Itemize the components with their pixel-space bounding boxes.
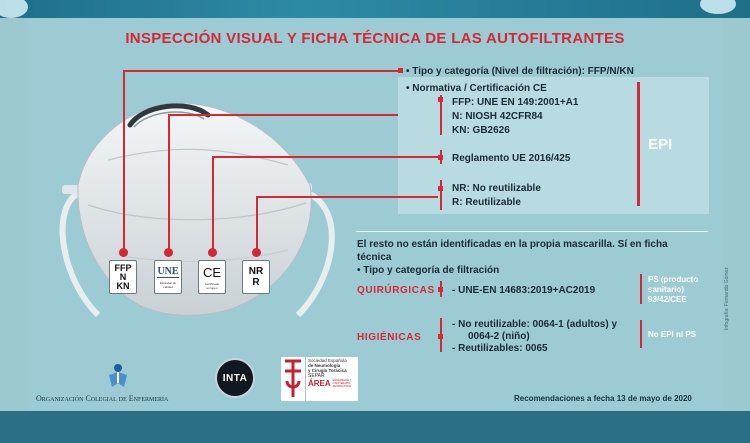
nr-bracket bbox=[440, 180, 442, 210]
quirurgicas-label: QUIRÚRGICAS bbox=[357, 285, 435, 296]
connector-ffp-vertical bbox=[123, 70, 125, 252]
ps-label: PS (producto sanitario) 93/42/CEE bbox=[648, 275, 699, 304]
spec-kn: KN: GB2626 bbox=[452, 125, 510, 136]
mark-une: UNE Estándar de calidad bbox=[154, 260, 182, 294]
nurse-logo-icon bbox=[106, 363, 130, 389]
rest-line3: • Tipo y categoría de filtración bbox=[357, 265, 500, 276]
footer-band bbox=[0, 411, 750, 443]
ps-bracket bbox=[640, 274, 642, 304]
no-epi-bracket bbox=[640, 320, 642, 348]
inta-logo bbox=[215, 358, 255, 398]
higienicas-1: - No reutilizable: 0064-1 (adultos) y bbox=[452, 319, 618, 330]
reglamento-bracket bbox=[440, 150, 442, 164]
credit: Infografía: Fernando Gómez bbox=[724, 267, 730, 330]
epi-bracket bbox=[637, 82, 640, 206]
quirurgicas-bracket bbox=[440, 281, 442, 297]
mark-ffp: FFP N KN bbox=[109, 260, 137, 294]
higienicas-2: 0064-2 (niño) bbox=[468, 331, 530, 342]
higienicas-3: - Reutilizables: 0065 bbox=[452, 343, 548, 354]
connector-ffp-horizontal bbox=[123, 70, 398, 72]
epi-label: EPI bbox=[648, 136, 673, 153]
rest-line2: técnica bbox=[357, 252, 392, 263]
spec-nr: NR: No reutilizable bbox=[452, 183, 541, 194]
mark-nr: NR R bbox=[242, 260, 270, 294]
connector-ce-dot bbox=[208, 248, 217, 257]
separ-text: Sociedad Española de Neumología y Cirugía Torácica SEPAR ÁREA ENFERMERÍA Y FISIOTERAPIA RESPIRATORIA bbox=[306, 357, 358, 401]
rest-line1: El resto no están identificadas en la propia mascarilla. Sí en ficha bbox=[357, 239, 668, 250]
connector-une-vertical bbox=[168, 114, 170, 252]
higienicas-label: HIGIÉNICAS bbox=[357, 332, 422, 343]
top-band bbox=[0, 0, 750, 18]
connector-une-horizontal bbox=[168, 114, 398, 116]
date-note: Recomendaciones a fecha 13 de mayo de 2020 bbox=[514, 394, 692, 403]
connector-ffp-dot bbox=[119, 248, 128, 257]
spec-normativa: • Normativa / Certificación CE bbox=[406, 83, 547, 94]
no-epi-label: No EPI ni PS bbox=[648, 330, 697, 339]
higienicas-bracket bbox=[440, 318, 442, 352]
bullet-square bbox=[398, 68, 403, 73]
spec-ffp: FFP: UNE EN 149:2001+A1 bbox=[452, 97, 579, 108]
ffp-bracket bbox=[440, 95, 442, 135]
org-name: Organización Colegial de Enfermería bbox=[36, 394, 169, 403]
inta-text: INTA bbox=[222, 372, 248, 384]
spec-tipo: • Tipo y categoría (Nivel de filtración): FFP/N/KN bbox=[406, 66, 634, 77]
divider bbox=[356, 231, 708, 232]
spec-n: N: NIOSH 42CFR84 bbox=[452, 111, 543, 122]
connector-une-dot bbox=[164, 248, 173, 257]
connector-nr-dot bbox=[252, 248, 261, 257]
connector-nr-horizontal bbox=[256, 196, 438, 198]
connector-ce-horizontal bbox=[212, 156, 438, 158]
spec-r: R: Reutilizable bbox=[452, 197, 521, 208]
quirurgicas-value: - UNE-EN 14683:2019+AC2019 bbox=[452, 285, 596, 296]
mark-ce: CE Certificado europeo bbox=[198, 260, 226, 294]
spec-reglamento: Reglamento UE 2016/425 bbox=[452, 153, 571, 164]
connector-ce-vertical bbox=[212, 156, 214, 252]
page-title: INSPECCIÓN VISUAL Y FICHA TÉCNICA DE LAS AUTOFILTRANTES bbox=[125, 30, 625, 47]
separ-logo-icon bbox=[281, 357, 305, 401]
connector-nr-vertical bbox=[256, 196, 258, 252]
